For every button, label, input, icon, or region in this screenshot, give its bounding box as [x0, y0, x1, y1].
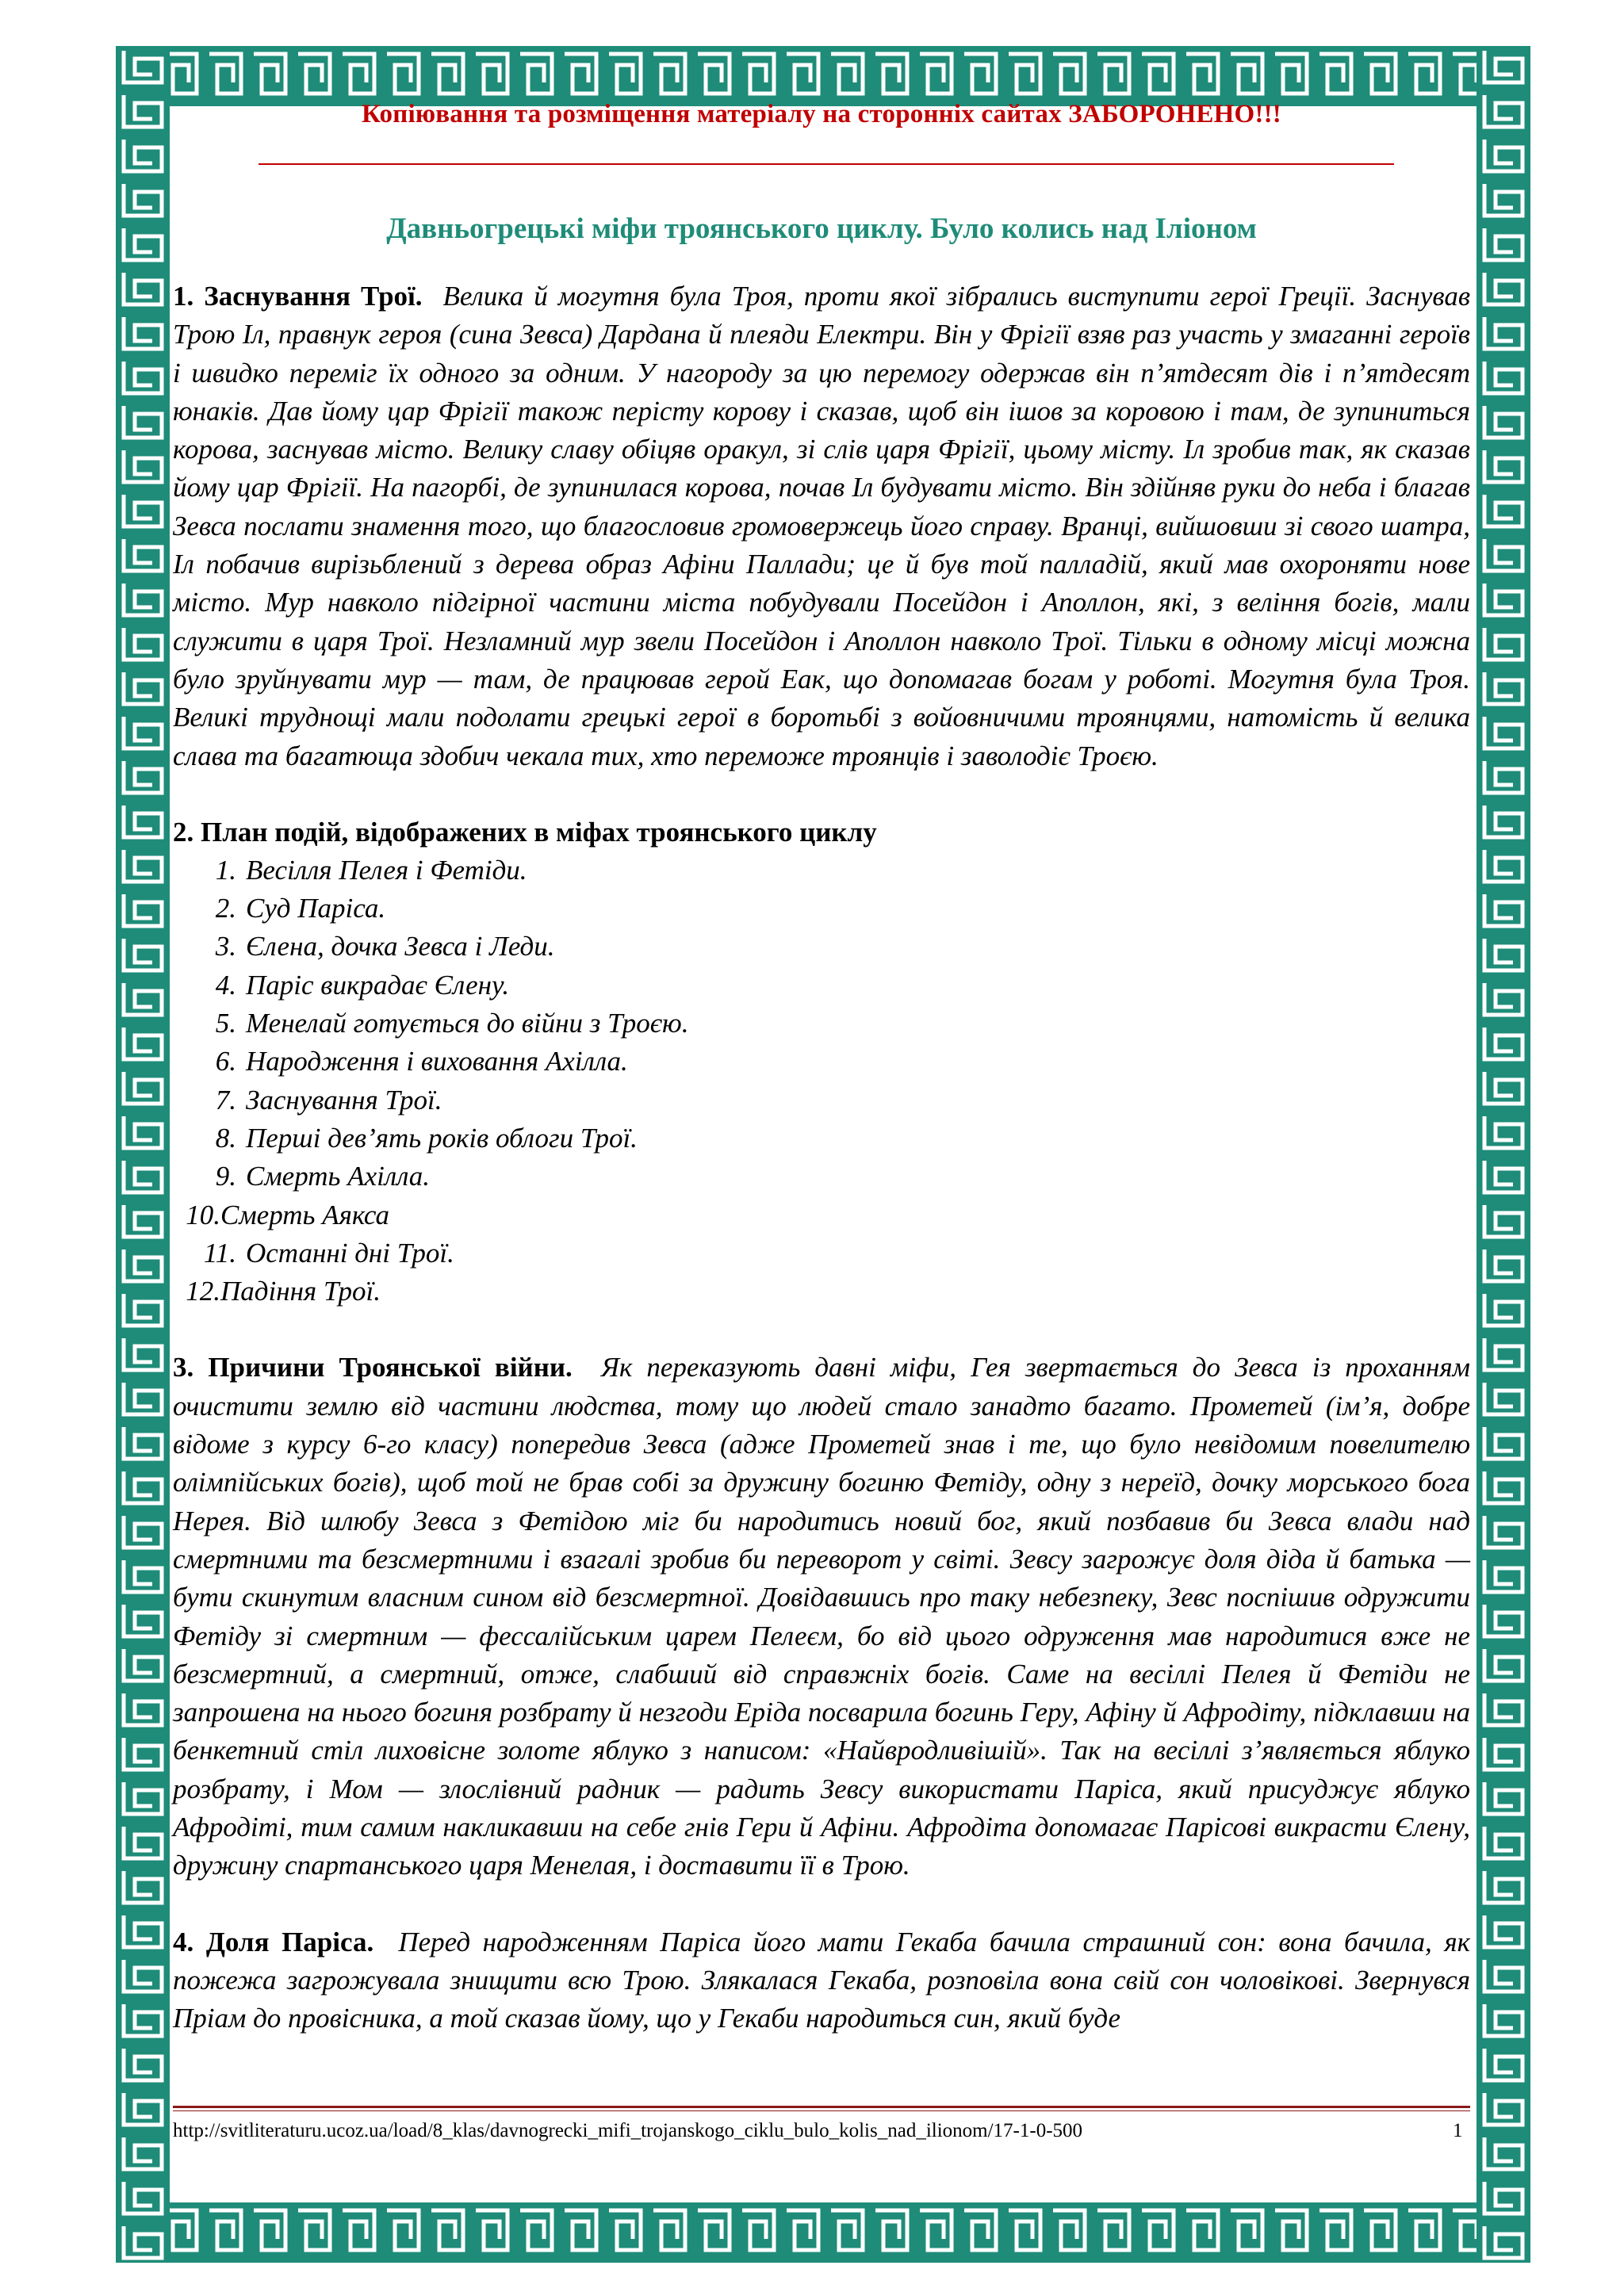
list-item: 3. Єлена, дочка Зевса і Леди.: [215, 931, 555, 962]
footer-divider-thin: [173, 2110, 1470, 2111]
list-item: 7. Заснування Трої.: [215, 1084, 442, 1115]
section-plan-heading: 2. План подій, відображених в міфах троянського циклу: [173, 816, 877, 848]
list-item: 5. Менелай готується до війни з Троєю.: [215, 1008, 689, 1039]
list-item: 10. Смерть Аякса: [186, 1199, 390, 1230]
plan-list: [173, 851, 1470, 1311]
greek-key-border-left: [116, 46, 170, 2263]
section-text: Перед народженням Паріса його мати Гекаба бачила страшний сон: вона бачила, як пожежа загрожувала знищити всю Трою. Злякалася Гекаба, розповіла вона свій сон чоловікові. Звернувся Пріам до провісника, а той сказав йому, що у Гекаби народиться син, який буде: [173, 1926, 1471, 2034]
section-heading: 1. Заснування Трої.: [173, 281, 423, 312]
list-item: 6. Народження і виховання Ахілла.: [215, 1046, 628, 1077]
list-item: 1. Весілля Пелея і Фетіди.: [215, 854, 527, 886]
list-item: 4. Паріс викрадає Єлену.: [215, 969, 510, 1001]
list-item: 11. Останні дні Трої.: [203, 1237, 454, 1269]
section-text: Велика й могутня була Троя, проти якої зібрались виступити герої Греції. Заснував Трою Іл, правнук героя (сина Зевса) Дардана й плеяди Електри. Він у Фрігії взяв раз участь у змаганні героїв і швидко переміг їх одного за одним. У нагороду за цю перемогу одержав він п’ятдесят дів і п’ятдесят юнаків. Дав йому цар Фрігії також перісту корову і сказав, щоб він ішов за коровою і там, де зупиниться корова, заснував місто. Велику славу обіцяв оракул, зі слів царя Фрігії, цьому місту. Іл зробив так, як сказав йому цар Фрігії. На пагорбі, де зупинилася корова, почав Іл будувати місто. Він здійняв руки до неба і благав Зевса послати знамення того, що благословив громовержець його справу. Вранці, вийшовши зі свого шатра, Іл побачив вирізьблений з дерева образ Афіни Паллади; це й був той палладій, який мав охороняти нове місто. Мур навколо підгірної частини міста побудували Посейдон і Аполлон, які, з веління богів, мали служити в царя Трої. Незламний мур звели Посейдон і Аполлон навколо Трої. Тільки в одному місці можна було зруйнувати мур — там, де працював герой Еак, що допомагав богам у роботі. Могутня була Троя. Великі труднощі мали подолати грецькі герої в боротьбі з войовничими троянцями, натомість й велика слава та багатюща здобич чекала тих, хто переможе троянців і заволодіє Троєю.: [173, 281, 1471, 771]
page-number: 1: [1453, 2120, 1463, 2141]
list-item: 2. Суд Паріса.: [215, 893, 386, 924]
copy-notice: Копіювання та розміщення матеріалу на сторонніх сайтах ЗАБОРОНЕНО!!!: [362, 100, 1281, 128]
section-heading: 3. Причини Троянської війни.: [173, 1352, 573, 1383]
list-item: 9. Смерть Ахілла.: [215, 1161, 431, 1192]
greek-key-border-bottom: [116, 2202, 1530, 2263]
section-fate-of-paris: [173, 1923, 1470, 2038]
section-founding-of-troy: [173, 277, 1470, 775]
footer-source-url[interactable]: http://svitliteraturu.ucoz.ua/load/8_klas/davnogrecki_mifi_trojanskogo_ciklu_bulo_kolis_nad_ilionom/17-1-0-500: [173, 2120, 1083, 2141]
notice-divider: [259, 163, 1394, 165]
list-item: 12. Падіння Трої.: [186, 1276, 381, 1307]
section-causes-of-war: [173, 1349, 1470, 1885]
section-heading: 4. Доля Паріса.: [173, 1926, 374, 1957]
page-title: Давньогрецькі міфи троянського циклу. Було колись над Іліоном: [386, 212, 1257, 245]
section-text: Як переказують давні міфи, Гея звертається до Зевса із проханням очистити землю від частини людства, тому що людей стало занадто багато. Прометей (ім’я, добре відоме з курсу 6-го класу) попередив Зевса (адже Прометей знав і те, що було невідомим повелителю олімпійських богів), щоб той не брав собі за дружину богиню Фетіду, одну з нереїд, дочку морського бога Нерея. Від шлюбу Зевса з Фетідою міг би народитись новий бог, який позбавив би Зевса влади над смертними та безсмертними і взагалі зробив би переворот у світі. Зевсу загрожує доля діда й батька — бути скинутим власним сином від безсмертної. Довідавшись про таку небезпеку, Зевс поспішив одружити Фетіду зі смертним — фессалійським царем Пелеєм, бо від цього одруження мав народитися вже не безсмертний, а смертний, отже, слабший від справжніх богів. Саме на весіллі Пелея й Фетіди не запрошена на нього богиня розбрату й незгоди Еріда посварила богинь Геру, Афіну й Афродіту, підклавши на бенкетний стіл лиховісне золоте яблуко з написом: «Найвродливішій». Так на весіллі з’являється яблуко розбрату, і Мом — злослівний радник — радить Зевсу використати Паріса, який присуджує яблуко Афродіті, тим самим накликавши на себе гнів Гери й Афіни. Афродіта допомагає Парісові викрасти Єлену, дружину спартанського царя Менелая, і доставити її в Трою.: [173, 1352, 1471, 1881]
greek-key-border-right: [1477, 46, 1530, 2263]
page-content: [173, 97, 1470, 2038]
list-item: 8. Перші дев’ять років облоги Трої.: [215, 1122, 638, 1154]
footer-divider: [173, 2106, 1470, 2108]
